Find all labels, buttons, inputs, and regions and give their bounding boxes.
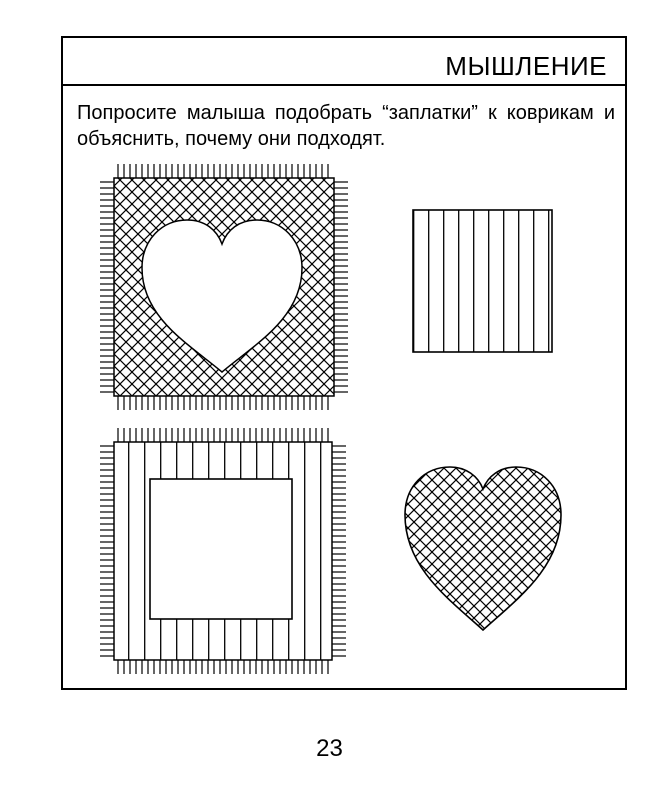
page-number: 23: [316, 735, 343, 762]
patch-vertical-stripes-square: [413, 210, 552, 352]
heart-patch: [405, 467, 561, 630]
patch-1-stripes: [413, 210, 552, 352]
square-hole: [150, 479, 292, 619]
section-title: МЫШЛЕНИЕ: [445, 51, 607, 81]
rug-crosshatch-with-heart-hole: [100, 164, 348, 410]
instruction-text: Попросите малыша подобрать “заплатки” к коврикам и объяснить, почему они подходят.: [77, 102, 615, 150]
patch-crosshatch-heart: [405, 467, 561, 630]
rug-vertical-stripes-with-square-hole: [100, 428, 346, 674]
